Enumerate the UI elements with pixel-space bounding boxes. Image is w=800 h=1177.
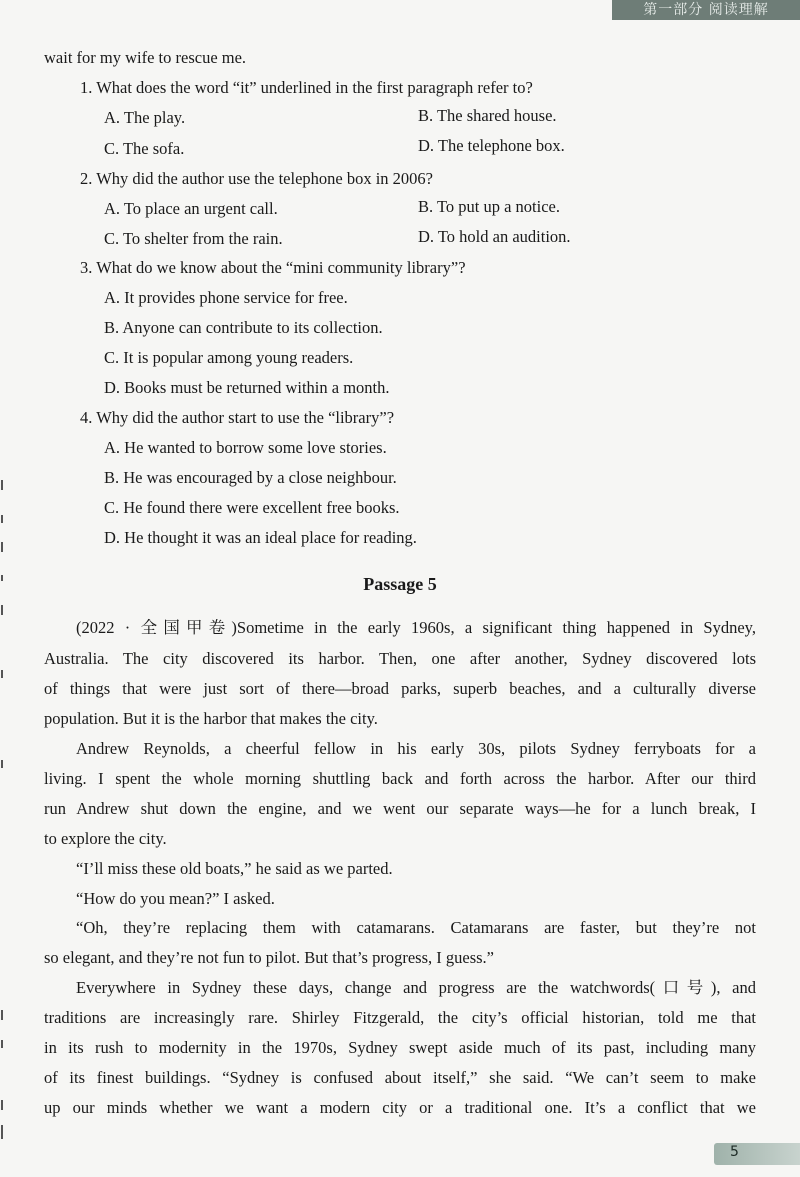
question-3-option-d: D. Books must be returned within a month. [104, 378, 390, 397]
question-1-option-b: B. The shared house. [418, 106, 557, 125]
passage-line: traditions are increasingly rare. Shirley Fitzgerald, the city’s official historian, told me that [44, 1008, 756, 1027]
passage-line: (2022 · 全国甲卷)Sometime in the early 1960s, a significant thing happened in Sydney, [76, 618, 756, 637]
passage-line: “Oh, they’re replacing them with catamarans. Catamarans are faster, but they’re not [76, 918, 756, 937]
question-3-option-b: B. Anyone can contribute to its collection. [104, 318, 383, 337]
section-header-tab: 第一部分 阅读理解 [612, 0, 800, 20]
passage-line: to explore the city. [44, 829, 167, 848]
question-3-option-a: A. It provides phone service for free. [104, 288, 348, 307]
question-1-option-d: D. The telephone box. [418, 136, 565, 155]
passage-line: in its rush to modernity in the 1970s, Sydney swept aside much of its past, including many [44, 1038, 756, 1057]
page-number: 5 [730, 1144, 739, 1160]
passage-line: Australia. The city discovered its harbor. Then, one after another, Sydney discovered lots [44, 649, 756, 668]
passage-title: Passage 5 [363, 574, 437, 594]
question-4-option-d: D. He thought it was an ideal place for reading. [104, 528, 417, 547]
passage-line: of things that were just sort of there—broad parks, superb beaches, and a culturally diverse [44, 679, 756, 698]
question-4-stem: 4. Why did the author start to use the “library”? [80, 408, 395, 427]
passage-line: “I’ll miss these old boats,” he said as we parted. [76, 859, 393, 878]
question-3-stem: 3. What do we know about the “mini community library”? [80, 258, 466, 277]
question-2-option-c: C. To shelter from the rain. [104, 229, 283, 248]
question-2-stem: 2. Why did the author use the telephone box in 2006? [80, 169, 433, 188]
question-1-option-c: C. The sofa. [104, 139, 185, 158]
passage-line: population. But it is the harbor that makes the city. [44, 709, 378, 728]
passage-line: of its finest buildings. “Sydney is confused about itself,” she said. “We can’t seem to make [44, 1068, 756, 1087]
passage-line: Everywhere in Sydney these days, change and progress are the watchwords(口号), and [76, 978, 756, 997]
question-1-stem: 1. What does the word “it” underlined in the first paragraph refer to? [80, 78, 533, 97]
passage-line: so elegant, and they’re not fun to pilot. But that’s progress, I guess.” [44, 948, 494, 967]
binding-margin-marks [0, 480, 8, 1160]
question-2-option-a: A. To place an urgent call. [104, 199, 278, 218]
question-1-option-a: A. The play. [104, 108, 186, 127]
question-2-option-d: D. To hold an audition. [418, 227, 571, 246]
question-4-option-c: C. He found there were excellent free books. [104, 498, 400, 517]
question-4-option-a: A. He wanted to borrow some love stories. [104, 438, 387, 457]
passage-line: “How do you mean?” I asked. [76, 889, 275, 908]
passage-line: Andrew Reynolds, a cheerful fellow in his early 30s, pilots Sydney ferryboats for a [76, 739, 756, 758]
passage-line: living. I spent the whole morning shuttling back and forth across the harbor. After our third [44, 769, 756, 788]
page-number-tab [714, 1143, 800, 1165]
question-2-option-b: B. To put up a notice. [418, 197, 560, 216]
question-4-option-b: B. He was encouraged by a close neighbour. [104, 468, 397, 487]
question-3-option-c: C. It is popular among young readers. [104, 348, 354, 367]
passage-line: run Andrew shut down the engine, and we went our separate ways—he for a lunch break, I [44, 799, 756, 818]
passage-line: up our minds whether we want a modern city or a traditional one. It’s a conflict that we [44, 1098, 756, 1117]
continuation-text: wait for my wife to rescue me. [44, 48, 247, 67]
